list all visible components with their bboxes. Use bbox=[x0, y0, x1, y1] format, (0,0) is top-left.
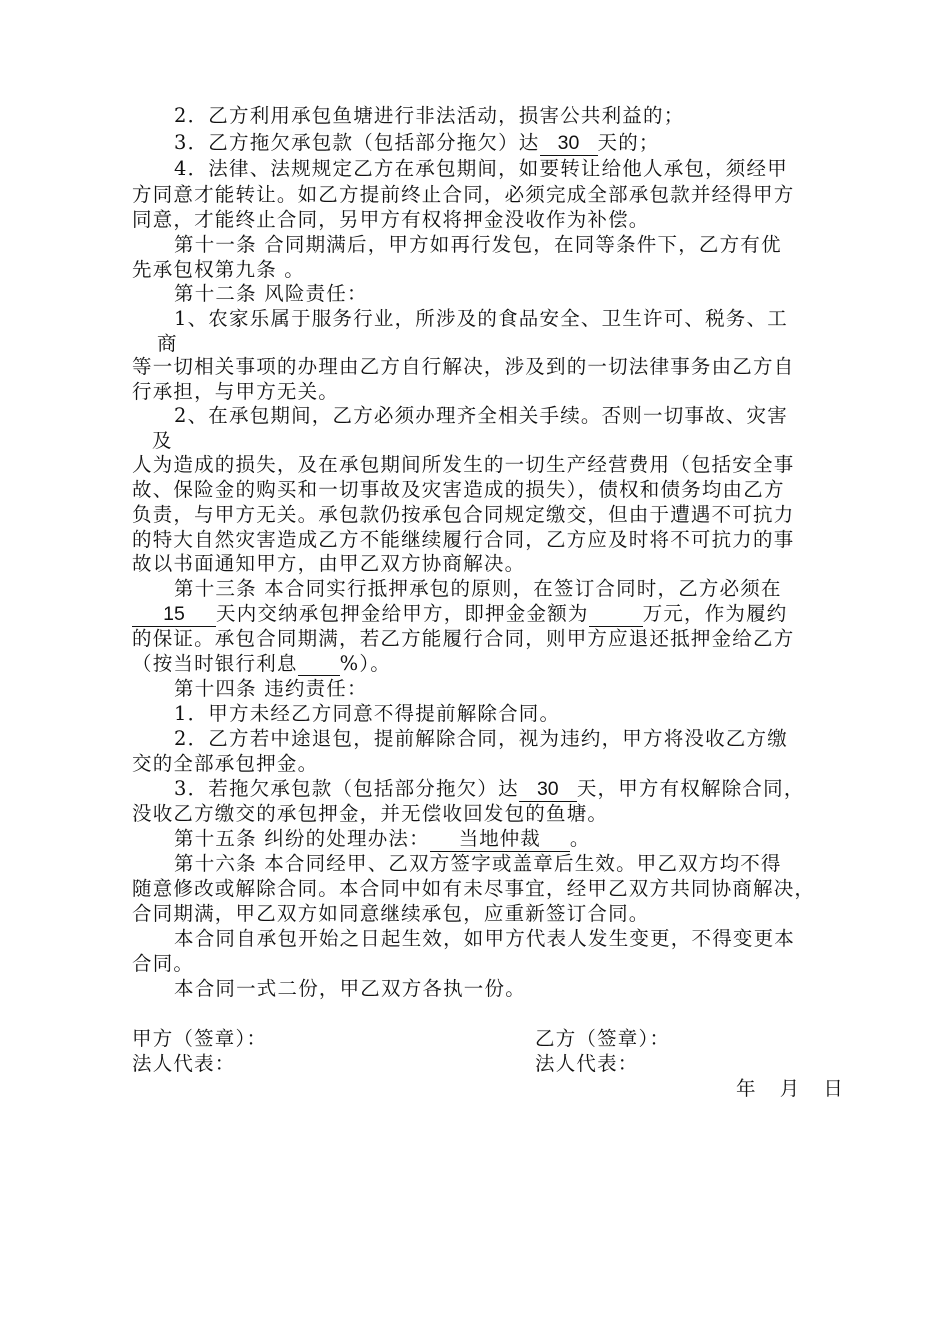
clause-13-line-2-suffix: 万元，作为履约 bbox=[642, 602, 788, 625]
clause-15 bbox=[174, 827, 591, 852]
party-b-signature-label: 乙方（签章）： bbox=[535, 1027, 671, 1050]
clause-13-line-1: 第十三条 本合同实行抵押承包的原则，在签订合同时，乙方必须在 bbox=[174, 577, 782, 600]
clause-12-item-1-line-4: 行承担，与甲方无关。 bbox=[132, 380, 340, 403]
clause-17-line-2: 合同。 bbox=[132, 952, 195, 975]
clause-13-line-2-text: 天内交纳承包押金给甲方，即押金金额为 bbox=[216, 602, 589, 625]
clause-14-item-3-suffix: 天，甲方有权解除合同， bbox=[576, 777, 805, 800]
clause-10-item-4-line-1: 4．法律、法规规定乙方在承包期间，如要转让给他人承包，须经甲 bbox=[174, 157, 788, 180]
clause-10-item-4-line-3: 同意，才能终止合同，另甲方有权将押金没收作为补偿。 bbox=[132, 208, 650, 231]
interest-rate-field bbox=[298, 655, 340, 676]
clause-15-text: 第十五条 纠纷的处理办法： bbox=[174, 827, 430, 850]
signing-date: 年 月 日 bbox=[736, 1077, 843, 1100]
clause-12-item-2-line-5: 负责，与甲方无关。承包款仍按承包合同规定缴交，但由于遭遇不可抗力 bbox=[132, 503, 795, 526]
clause-11-line-2: 先承包权第九条 。 bbox=[132, 258, 305, 281]
clause-12-item-1-line-1: 1、农家乐属于服务行业，所涉及的食品安全、卫生许可、税务、工 bbox=[174, 307, 788, 330]
dispute-method-field: 当地仲裁 bbox=[430, 827, 570, 852]
clause-12-item-1-line-2: 商 bbox=[157, 332, 178, 355]
party-b-representative-label: 法人代表： bbox=[535, 1052, 639, 1075]
clause-14-item-3-text: 3．若拖欠承包款（包括部分拖欠）达 bbox=[174, 777, 519, 800]
clause-12-item-2-line-4: 故、保险金的购买和一切事故及灾害造成的损失），债权和债务均由乙方 bbox=[132, 478, 785, 501]
termination-days-field: 30 bbox=[519, 777, 577, 802]
clause-13-line-2 bbox=[132, 602, 788, 627]
clause-13-line-4-text: （按当时银行利息 bbox=[132, 652, 298, 675]
clause-18: 本合同一式二份，甲乙双方各执一份。 bbox=[174, 977, 526, 1000]
deposit-days-field: 15 bbox=[132, 602, 216, 627]
clause-10-item-4-line-2: 方同意才能转让。如乙方提前终止合同，必须完成全部承包款并经得甲方 bbox=[132, 183, 795, 206]
clause-12-title: 第十二条 风险责任： bbox=[174, 282, 368, 305]
clause-12-item-2-line-7: 故以书面通知甲方，由甲乙双方协商解决。 bbox=[132, 552, 526, 575]
clause-12-item-2-line-3: 人为造成的损失，及在承包期间所发生的一切生产经营费用（包括安全事 bbox=[132, 453, 795, 476]
party-a-signature-label: 甲方（签章）： bbox=[132, 1027, 268, 1050]
clause-16-line-3: 合同期满，甲乙双方如同意继续承包，应重新签订合同。 bbox=[132, 902, 650, 925]
party-a-representative-label: 法人代表： bbox=[132, 1052, 236, 1075]
clause-10-item-3 bbox=[174, 131, 660, 156]
clause-13-line-4-suffix: %）。 bbox=[339, 652, 391, 675]
clause-16-line-1: 第十六条 本合同经甲、乙双方签字或盖章后生效。甲乙双方均不得 bbox=[174, 852, 782, 875]
clause-14-item-2-line-2: 交的全部承包押金。 bbox=[132, 752, 319, 775]
clause-10-item-3-text: 3．乙方拖欠承包款（包括部分拖欠）达 bbox=[174, 131, 540, 154]
clause-14-item-3-line-1 bbox=[174, 777, 805, 802]
deposit-amount-field bbox=[589, 606, 643, 627]
overdue-days-field: 30 bbox=[540, 131, 598, 156]
clause-11-line-1: 第十一条 合同期满后，甲方如再行发包，在同等条件下，乙方有优 bbox=[174, 233, 782, 256]
clause-10-item-2: 2．乙方利用承包鱼塘进行非法活动，损害公共利益的； bbox=[174, 104, 685, 127]
clause-16-line-2: 随意修改或解除合同。本合同中如有未尽事宜，经甲乙双方共同协商解决， bbox=[132, 877, 816, 900]
clause-13-line-4 bbox=[132, 652, 391, 676]
clause-10-item-3-suffix: 天的； bbox=[597, 131, 660, 154]
clause-14-title: 第十四条 违约责任： bbox=[174, 677, 368, 700]
clause-13-line-3: 的保证。承包合同期满，若乙方能履行合同，则甲方应退还抵押金给乙方 bbox=[132, 627, 795, 650]
clause-14-item-3-line-2: 没收乙方缴交的承包押金，并无偿收回发包的鱼塘。 bbox=[132, 802, 609, 825]
clause-12-item-1-line-3: 等一切相关事项的办理由乙方自行解决，涉及到的一切法律事务由乙方自 bbox=[132, 355, 795, 378]
clause-12-item-2-line-1: 2、在承包期间，乙方必须办理齐全相关手续。否则一切事故、灾害 bbox=[174, 404, 788, 427]
clause-14-item-2-line-1: 2．乙方若中途退包，提前解除合同，视为违约，甲方将没收乙方缴 bbox=[174, 727, 788, 750]
clause-12-item-2-line-6: 的特大自然灾害造成乙方不能继续履行合同，乙方应及时将不可抗力的事 bbox=[132, 528, 795, 551]
clause-17-line-1: 本合同自承包开始之日起生效，如甲方代表人发生变更，不得变更本 bbox=[174, 927, 796, 950]
clause-12-item-2-line-2: 及 bbox=[152, 429, 173, 452]
clause-14-item-1: 1．甲方未经乙方同意不得提前解除合同。 bbox=[174, 702, 561, 725]
clause-15-suffix: 。 bbox=[569, 827, 591, 850]
